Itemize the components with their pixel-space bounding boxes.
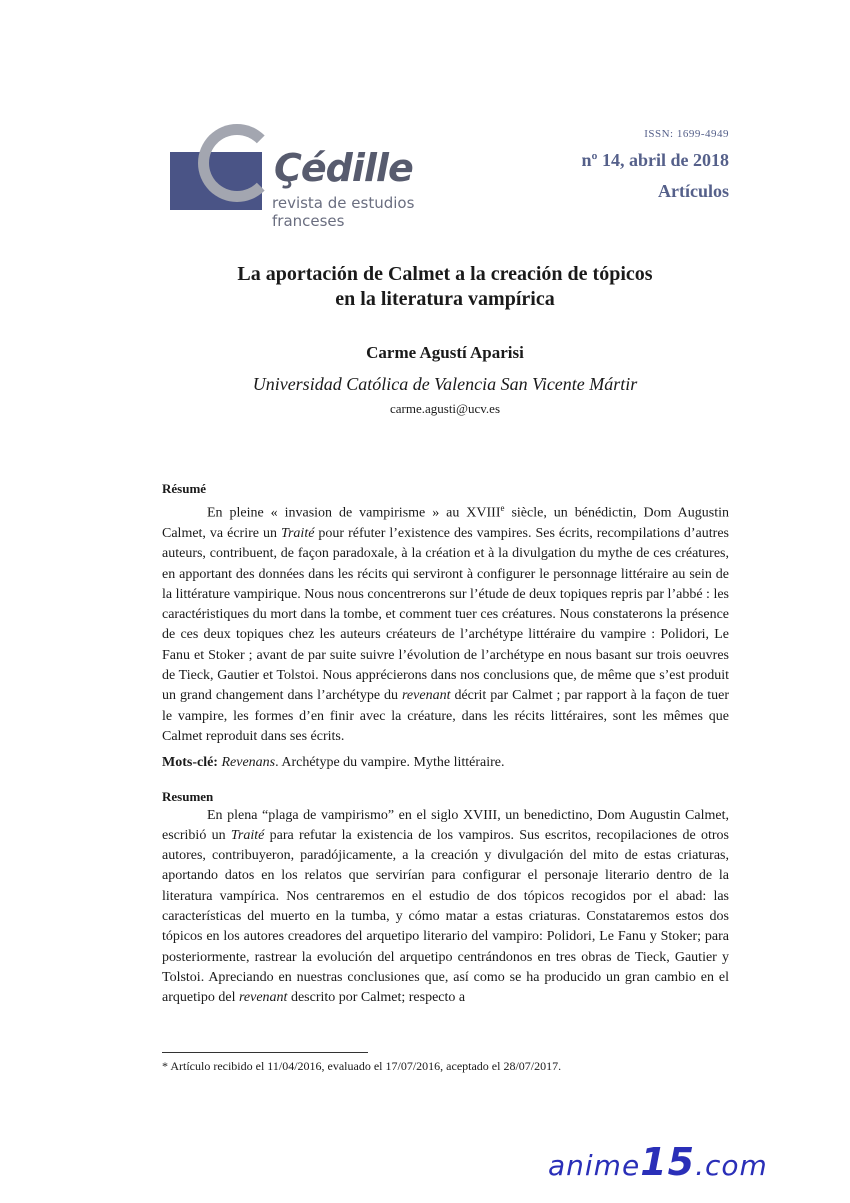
keywords-rest: . Archétype du vampire. Mythe littéraire. xyxy=(275,755,505,771)
footnote-rule xyxy=(162,1052,368,1053)
journal-subtitle: revista de estudios franceses xyxy=(272,194,415,230)
logo-c-shape xyxy=(198,124,276,202)
journal-name: Çédille xyxy=(274,146,413,190)
resume-superscript: e xyxy=(500,503,505,513)
issue-info xyxy=(582,128,729,202)
watermark-text-1: anime xyxy=(548,1149,641,1182)
author-affiliation: Universidad Católica de Valencia San Vicente Mártir xyxy=(252,374,638,394)
article-title xyxy=(120,262,770,312)
watermark-text-2: .com xyxy=(695,1149,768,1182)
resume-italic-2: revenant xyxy=(402,688,451,704)
watermark-number: 15 xyxy=(640,1140,696,1184)
journal-logo xyxy=(170,128,480,230)
resumen-heading: Resumen xyxy=(162,788,214,804)
resume-text-4: décrit par Calmet ; par rapport à la façon de tuer le vampire, les formes d’en finir avec la créature, dans les récits littéraires, sont les mêmes que Calmet reproduit dans ses écrits. xyxy=(162,688,729,744)
abstract-body xyxy=(162,480,729,1008)
footnote: * Artículo recibido el 11/04/2016, evaluado el 17/07/2016, aceptado el 28/07/2017. xyxy=(162,1059,562,1073)
resumen-text-3: descrito por Calmet; respecto a xyxy=(287,990,466,1006)
author-email: carme.agusti@ucv.es xyxy=(389,401,501,416)
keywords-label: Mots-clé: xyxy=(162,755,218,771)
resumen-italic-2: revenant xyxy=(238,990,288,1006)
author-name: Carme Agustí Aparisi xyxy=(366,343,524,362)
resume-text-3: pour réfuter l’existence des vampires. Ses écrits, recompilations d’autres auteurs, contribuent, de façon paradoxale, à la création et à la divulgation du mythe de ces créatures, en apportant des données dans les récits qui serviront à configurer le personnage littéraire au sein de la littérature vampirique. Nous nous concentrerons sur l’étude de deux topiques repris par l’abbé : les caractéristiques du mort dans la tombe, et comment tuer ces créatures. Nous constaterons la présence de ces deux topiques chez les auteurs créateurs de l’archétype littéraire du vampire : Polidori, Le Fanu et Stoker ; avant de par suite suivre l’évolution de l’archétype en nous basant sur trois oeuvres de Tieck, Gautier et Tolstoi. Nous apprécierons dans nos conclusions que, de même que s’est produit un grand changement dans l’archétype du xyxy=(162,525,729,704)
title-line-2: en la literatura vampírica xyxy=(335,288,555,310)
watermark xyxy=(548,1140,768,1184)
resume-paragraph xyxy=(162,498,729,747)
resume-heading: Résumé xyxy=(162,481,207,496)
resume-text-1: En pleine « invasion de vampirisme » au XVIII xyxy=(207,505,501,521)
issue-number: nº 14, abril de 2018 xyxy=(581,150,729,170)
section-label: Artículos xyxy=(658,181,729,201)
resumen-paragraph xyxy=(162,806,729,1009)
resumen-italic-1: Traité xyxy=(230,827,265,843)
resume-italic-1: Traité xyxy=(280,525,315,541)
resume-text-2: siècle, un bénédictin, Dom Augustin Calmet, va écrire un xyxy=(162,505,729,541)
keywords-italic: Revenans xyxy=(221,755,276,771)
resumen-text-1: En plena “plaga de vampirismo” en el siglo XVIII, un benedictino, Dom Augustin Calmet, escribió un xyxy=(162,807,729,843)
title-line-1: La aportación de Calmet a la creación de tópicos xyxy=(237,263,653,285)
issn: ISSN: 1699-4949 xyxy=(644,128,729,140)
keywords-line xyxy=(162,753,729,773)
resumen-text-2: para refutar la existencia de los vampiros. Sus escritos, recopilaciones de otros autores, contribuyeron, paradójicamente, a la creación y divulgación del mito de estas criaturas, aportando datos en los relatos que servirían para configurar el personaje literario dentro de la literatura vampírica. Nos centraremos en el estudio de dos tópicos recogidos por el abad: las características del muerto en la tumba, y cómo matar a estas criaturas. Constataremos estos dos tópicos en los autores creadores del arquetipo literario del vampiro: Polidori, Le Fanu y Stoker; para posteriormente, rastrear la evolución del arquetipo centrándonos en tres obras de Tieck, Gautier y Tolstoi. Apreciando en nuestras conclusiones que, así como se ha producido un gran cambio en el arquetipo del xyxy=(162,827,730,1006)
